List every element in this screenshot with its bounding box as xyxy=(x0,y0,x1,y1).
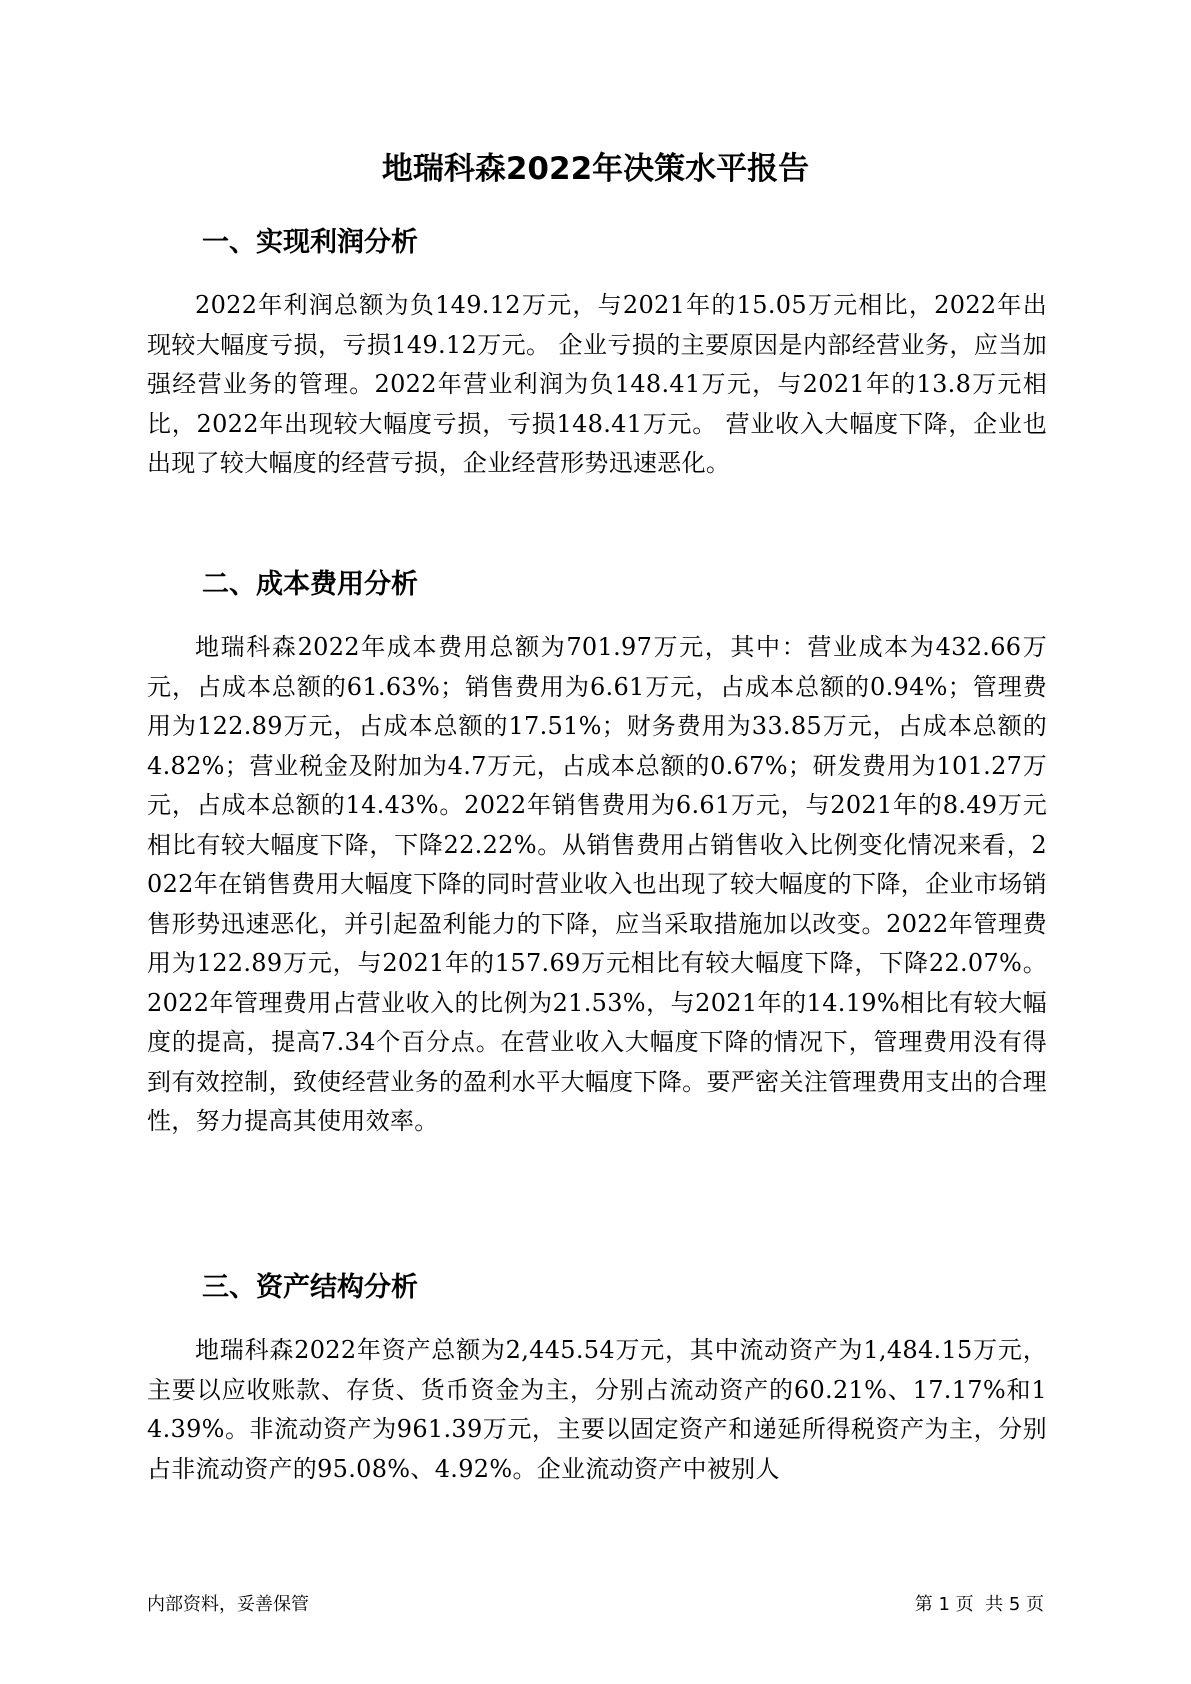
footer-confidential-note: 内部资料，妥善保管 xyxy=(147,1594,309,1615)
section-paragraph-profit: 2022年利润总额为负149.12万元，与2021年的15.05万元相比，2022年出现较大幅度亏损，亏损149.12万元。 企业亏损的主要原因是内部经营业务，应当加强经营业务的管理。2022年营业利润为负148.41万元，与2021年的13.8万元相比，2022年出现较大幅度亏损，亏损148.41万元。 营业收入大幅度下降，企业也出现了较大幅度的经营亏损，企业经营形势迅速恶化。 xyxy=(147,291,1047,477)
section-heading-cost: 二、成本费用分析 xyxy=(202,569,418,600)
document-title: 地瑞科森2022年决策水平报告 xyxy=(381,151,810,187)
section-paragraph-assets: 地瑞科森2022年资产总额为2,445.54万元，其中流动资产为1,484.15万元，主要以应收账款、存货、货币资金为主，分别占流动资产的60.21%、17.17%和14.39%。非流动资产为961.39万元，主要以固定资产和递延所得税资产为主，分别占非流动资产的95.08%、4.92%。企业流动资产中被别人 xyxy=(147,1336,1047,1483)
section-heading-assets: 三、资产结构分析 xyxy=(202,1272,418,1303)
section-paragraph-cost: 地瑞科森2022年成本费用总额为701.97万元，其中：营业成本为432.66万元，占成本总额的61.63%；销售费用为6.61万元，占成本总额的0.94%；管理费用为122.89万元，占成本总额的17.51%；财务费用为33.85万元，占成本总额的4.82%；营业税金及附加为4.7万元，占成本总额的0.67%；研发费用为101.27万元，占成本总额的14.43%。2022年销售费用为6.61万元，与2021年的8.49万元相比有较大幅度下降，下降22.22%。从销售费用占销售收入比例变化情况来看，2022年在销售费用大幅度下降的同时营业收入也出现了较大幅度的下降，企业市场销售形势迅速恶化，并引起盈利能力的下降，应当采取措施加以改变。2022年管理费用为122.89万元，与2021年的157.69万元相比有较大幅度下降，下降22.07%。2022年管理费用占营业收入的比例为21.53%，与2021年的14.19%相比有较大幅度的提高，提高7.34个百分点。在营业收入大幅度下降的情况下，管理费用没有得到有效控制，致使经营业务的盈利水平大幅度下降。要严密关注管理费用支出的合理性，努力提高其使用效率。 xyxy=(147,633,1047,1135)
footer-page-number: 第 1 页 共 5 页 xyxy=(914,1594,1044,1615)
section-heading-profit: 一、实现利润分析 xyxy=(202,227,418,258)
